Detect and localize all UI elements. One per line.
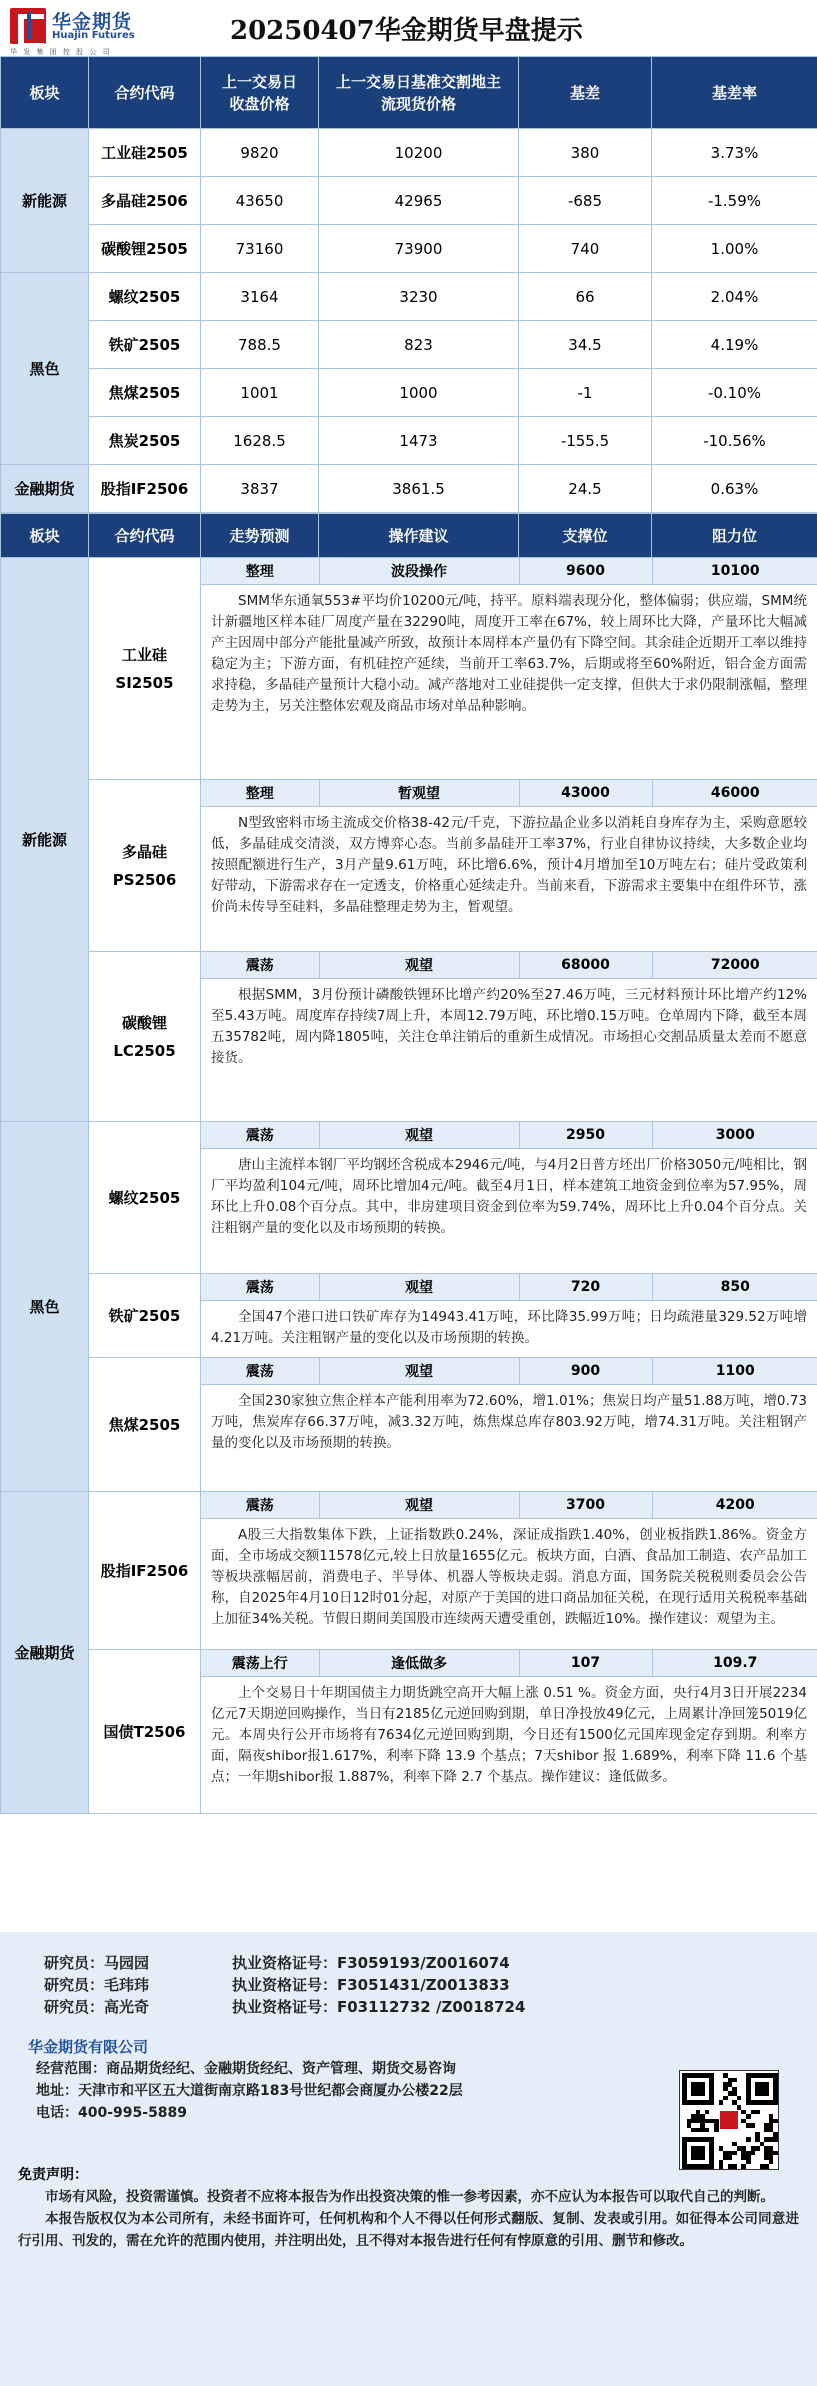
support-level: 9600 bbox=[519, 558, 652, 584]
trend-forecast: 整理 bbox=[201, 780, 319, 806]
support-level: 900 bbox=[519, 1358, 652, 1384]
contract-code-line1: 国债T2506 bbox=[103, 1722, 186, 1741]
market-commentary: 全国230家独立焦企样本产能利用率为72.60%，增1.01%；焦炭日均产量51.88万吨，增0.73万吨，焦炭库存66.37万吨，减3.32万吨，炼焦煤总库存803.92万吨，增74.31万吨。关注粗钢产量的变化以及市场预期的转换。 bbox=[211, 1392, 807, 1451]
contract-code bbox=[89, 558, 201, 780]
researcher-row bbox=[0, 1996, 817, 2018]
spot-price: 3230 bbox=[319, 273, 519, 321]
basis-rate: 2.04% bbox=[652, 273, 817, 321]
basis-rate: -0.10% bbox=[652, 369, 817, 417]
sector-label: 新能源 bbox=[1, 129, 89, 273]
sector-label: 黑色 bbox=[1, 273, 89, 465]
spot-price: 823 bbox=[319, 321, 519, 369]
logo-subtitle: 华 发 集 团 控 股 公 司 bbox=[10, 48, 112, 56]
resistance-level: 4200 bbox=[652, 1492, 817, 1518]
analysis-cell bbox=[201, 1650, 817, 1814]
basis-rate: 4.19% bbox=[652, 321, 817, 369]
resistance-level: 850 bbox=[652, 1274, 817, 1300]
market-commentary: SMM华东通氧553#平均价10200元/吨，持平。原料端表现分化，整体偏弱；供应端，SMM统计新疆地区样本硅厂周度产量在32290吨，周度开工率在67%，较上周环比大降，产量环比大幅减产主因周中部分产能批量减产所致，故预计本周样本产量仍有下降空间。其余硅企近期开工率以维持稳定为主；下游方面，有机硅控产延续，当前开工率63.7%，后期或将至60%附近，铝合金方面需求持稳，多晶硅产量预计大稳小动。减产落地对工业硅提供一定支撑，但供大于求仍限制涨幅，整理走势为主，另关注整体宏观及商品市场对单品种影响。 bbox=[211, 592, 807, 714]
researcher-row bbox=[0, 1952, 817, 1974]
basis-value: -155.5 bbox=[519, 417, 652, 465]
spot-price: 42965 bbox=[319, 177, 519, 225]
analysis-table bbox=[0, 513, 817, 1814]
company-address: 地址：天津市和平区五大道街南京路183号世纪都会商厦办公楼22层 bbox=[36, 2083, 463, 2099]
market-commentary: 根据SMM，3月份预计磷酸铁锂环比增产约20%至27.46万吨，三元材料预计环比增产约12%至5.43万吨。周度库存持续7周上升，本周12.79万吨，环比增0.15万吨。仓单周内下降，截至本周五35782吨，周内降1805吨，关注仓单注销后的重新生成情况。市场担心交割品质量太差而不愿意接货。 bbox=[211, 986, 807, 1066]
resistance-level: 72000 bbox=[652, 952, 817, 978]
header-sector: 板块 bbox=[1, 57, 89, 129]
signal-row bbox=[201, 780, 817, 807]
contract-code-line1: 多晶硅 bbox=[121, 842, 167, 861]
analysis-table-header bbox=[1, 514, 817, 558]
market-commentary: 全国47个港口进口铁矿库存为14943.41万吨，环比降35.99万吨；日均疏港量329.52万吨增4.21万吨。关注粗钢产量的变化以及市场预期的转换。 bbox=[211, 1308, 807, 1346]
contract-code-line1: 股指IF2506 bbox=[100, 1561, 189, 1580]
analysis-cell bbox=[201, 1358, 817, 1492]
basis-value: 380 bbox=[519, 129, 652, 177]
analysis-cell bbox=[201, 952, 817, 1122]
basis-value: 24.5 bbox=[519, 465, 652, 513]
contract-code bbox=[89, 1274, 201, 1358]
researcher-cert: 执业资格证号：F03112732 /Z0018724 bbox=[232, 1998, 526, 2016]
disclaimer-title: 免责声明： bbox=[18, 2167, 88, 2183]
contract-code-line1: 焦煤2505 bbox=[108, 1415, 181, 1434]
contract-code: 多晶硅2506 bbox=[89, 177, 201, 225]
business-scope: 经营范围：商品期货经纪、金融期货经纪、资产管理、期货交易咨询 bbox=[36, 2061, 456, 2077]
basis-row bbox=[1, 129, 817, 177]
contract-code-line1: 工业硅 bbox=[121, 645, 167, 664]
basis-row bbox=[1, 465, 817, 513]
trend-forecast: 震荡 bbox=[201, 1358, 319, 1384]
basis-row bbox=[1, 369, 817, 417]
basis-rate: 0.63% bbox=[652, 465, 817, 513]
resistance-level: 3000 bbox=[652, 1122, 817, 1148]
sector-label: 金融期货 bbox=[1, 465, 89, 513]
support-level: 720 bbox=[519, 1274, 652, 1300]
basis-row bbox=[1, 417, 817, 465]
spot-price: 1000 bbox=[319, 369, 519, 417]
page-title: 20250407华金期货早盘提示 bbox=[230, 16, 583, 46]
operation-advice: 观望 bbox=[319, 1358, 519, 1384]
signal-row bbox=[201, 1274, 817, 1301]
operation-advice: 观望 bbox=[319, 1492, 519, 1518]
trend-forecast: 震荡 bbox=[201, 1122, 319, 1148]
analysis-row bbox=[1, 1274, 817, 1358]
contract-code: 工业硅2505 bbox=[89, 129, 201, 177]
resistance-level: 10100 bbox=[652, 558, 817, 584]
copyright-text: 本报告版权仅为本公司所有，未经书面许可，任何机构和个人不得以任何形式翻版、复制、发表或引用。如征得本公司同意进行引用、刊发的，需在允许的范围内使用，并注明出处，且不得对本报告进行任何有悖原意的引用、删节和修改。 bbox=[18, 2211, 799, 2249]
support-level: 43000 bbox=[519, 780, 652, 806]
basis-value: 66 bbox=[519, 273, 652, 321]
spot-price: 1473 bbox=[319, 417, 519, 465]
support-level: 68000 bbox=[519, 952, 652, 978]
market-commentary: 唐山主流样本钢厂平均钢坯含税成本2946元/吨，与4月2日普方坯出厂价格3050元/吨相比，钢厂平均盈利104元/吨，周环比增加4元/吨。截至4月1日，样本建筑工地资金到位率为57.95%，周环比上升0.08个百分点。其中，非房建项目资金到位率为59.74%，周环比上升0.04个百分点。关注粗钢产量的变化以及市场预期的转换。 bbox=[211, 1156, 807, 1236]
close-price: 1001 bbox=[201, 369, 319, 417]
close-price: 3837 bbox=[201, 465, 319, 513]
disclaimer-text: 市场有风险，投资需谨慎。投资者不应将本报告为作出投资决策的惟一参考因素，亦不应认为本报告可以取代自己的判断。 bbox=[45, 2189, 774, 2205]
basis-table bbox=[0, 56, 817, 513]
close-price: 73160 bbox=[201, 225, 319, 273]
header-basis-rate: 基差率 bbox=[652, 57, 817, 129]
analysis-row bbox=[1, 1492, 817, 1650]
header-code: 合约代码 bbox=[89, 57, 201, 129]
contract-code bbox=[89, 952, 201, 1122]
signal-row bbox=[201, 1492, 817, 1519]
contract-code-line2: SI2505 bbox=[115, 673, 174, 692]
market-commentary: 上个交易日十年期国债主力期货跳空高开大幅上涨 0.51 %。资金方面，央行4月3日开展2234亿元7天期逆回购操作，当日有2185亿元逆回购到期，单日净投放49亿元，上周累计净回笼5019亿元。本周央行公开市场将有7634亿元逆回购到期，今日还有1500亿元国库现金定存到期。利率方面，隔夜shibor报1.617%，利率下降 13.9 个基点；7天shibor 报 1.689%，利率下降 11.6 个基点；一年期shibor报 1.887%，利率下降 2.7 个基点。操作建议：逢低做多。 bbox=[211, 1684, 807, 1785]
trend-forecast: 震荡上行 bbox=[201, 1650, 319, 1676]
basis-rate: 3.73% bbox=[652, 129, 817, 177]
market-commentary: N型致密料市场主流成交价格38-42元/千克，下游拉晶企业多以消耗自身库存为主，采购意愿较低，多晶硅成交清淡，双方博弈心态。当前多晶硅开工率37%，行业自律协议持续，大多数企业均按照配额进行生产，3月产量9.61万吨，环比增6.6%，预计4月增加至10万吨左右；硅片受政策利好带动，下游需求存在一定透支，价格重心延续走升。当前来看，下游需求主要集中在组件环节，涨价尚未传导至硅料，多晶硅整理走势为主，暂观望。 bbox=[211, 814, 807, 915]
header-code: 合约代码 bbox=[89, 514, 201, 558]
signal-row bbox=[201, 1358, 817, 1385]
basis-rate: 1.00% bbox=[652, 225, 817, 273]
resistance-level: 109.7 bbox=[652, 1650, 817, 1676]
basis-row bbox=[1, 177, 817, 225]
header-spot: 上一交易日基准交割地主 流现货价格 bbox=[319, 57, 519, 129]
operation-advice: 观望 bbox=[319, 1274, 519, 1300]
close-price: 43650 bbox=[201, 177, 319, 225]
trend-forecast: 震荡 bbox=[201, 1492, 319, 1518]
contract-code bbox=[89, 780, 201, 952]
analysis-row bbox=[1, 780, 817, 952]
operation-advice: 观望 bbox=[319, 952, 519, 978]
logo-name-cn: 华金期货 bbox=[52, 11, 133, 33]
trend-forecast: 震荡 bbox=[201, 1274, 319, 1300]
header-trend: 走势预测 bbox=[201, 514, 319, 558]
contract-code bbox=[89, 1358, 201, 1492]
qr-code-icon bbox=[679, 2070, 779, 2170]
contract-code-line2: LC2505 bbox=[113, 1041, 176, 1060]
operation-advice: 暂观望 bbox=[319, 780, 519, 806]
trend-forecast: 整理 bbox=[201, 558, 319, 584]
resistance-level: 46000 bbox=[652, 780, 817, 806]
sector-label: 新能源 bbox=[1, 558, 89, 1122]
basis-row bbox=[1, 321, 817, 369]
header-support: 支撑位 bbox=[519, 514, 652, 558]
header-sector: 板块 bbox=[1, 514, 89, 558]
researcher-list bbox=[0, 1952, 817, 2032]
close-price: 1628.5 bbox=[201, 417, 319, 465]
company-logo bbox=[6, 4, 176, 56]
company-name: 华金期货有限公司 bbox=[28, 2038, 149, 2056]
signal-row bbox=[201, 558, 817, 585]
analysis-cell bbox=[201, 780, 817, 952]
researcher-name: 研究员：高光奇 bbox=[44, 1998, 150, 2016]
contract-code bbox=[89, 1492, 201, 1650]
close-price: 788.5 bbox=[201, 321, 319, 369]
basis-value: -1 bbox=[519, 369, 652, 417]
spot-price: 10200 bbox=[319, 129, 519, 177]
contract-code: 焦煤2505 bbox=[89, 369, 201, 417]
support-level: 3700 bbox=[519, 1492, 652, 1518]
operation-advice: 逢低做多 bbox=[319, 1650, 519, 1676]
contract-code-line1: 碳酸锂 bbox=[121, 1013, 167, 1032]
analysis-cell bbox=[201, 558, 817, 780]
operation-advice: 波段操作 bbox=[319, 558, 519, 584]
signal-row bbox=[201, 1122, 817, 1149]
close-price: 3164 bbox=[201, 273, 319, 321]
contract-code-line1: 铁矿2505 bbox=[108, 1306, 181, 1325]
basis-rate: -10.56% bbox=[652, 417, 817, 465]
analysis-row bbox=[1, 952, 817, 1122]
operation-advice: 观望 bbox=[319, 1122, 519, 1148]
company-phone: 电话：400-995-5889 bbox=[36, 2105, 188, 2121]
report-header bbox=[0, 0, 817, 56]
basis-rate: -1.59% bbox=[652, 177, 817, 225]
support-level: 2950 bbox=[519, 1122, 652, 1148]
contract-code: 螺纹2505 bbox=[89, 273, 201, 321]
contract-code: 焦炭2505 bbox=[89, 417, 201, 465]
contract-code-line2: PS2506 bbox=[112, 870, 177, 889]
researcher-cert: 执业资格证号：F3059193/Z0016074 bbox=[232, 1954, 510, 1972]
analysis-cell bbox=[201, 1122, 817, 1274]
sector-label: 黑色 bbox=[1, 1122, 89, 1492]
header-advice: 操作建议 bbox=[319, 514, 519, 558]
contract-code bbox=[89, 1122, 201, 1274]
basis-value: 740 bbox=[519, 225, 652, 273]
analysis-row bbox=[1, 1650, 817, 1814]
analysis-cell bbox=[201, 1274, 817, 1358]
basis-value: 34.5 bbox=[519, 321, 652, 369]
header-resistance: 阻力位 bbox=[652, 514, 817, 558]
spot-price: 3861.5 bbox=[319, 465, 519, 513]
market-commentary: A股三大指数集体下跌，上证指数跌0.24%，深证成指跌1.40%，创业板指跌1.86%。资金方面，全市场成交额11578亿元,较上日放量1655亿元。板块方面，白酒、食品加工制造、农产品加工等板块涨幅居前，消费电子、半导体、机器人等板块走弱。消息方面，国务院关税税则委员会公告称，自2025年4月10日12时01分起，对原产于美国的进口商品加征关税，在现行适用关税税率基础上加征34%关税。节假日期间美国股市连续两天遭受重创，跌幅近10%。操作建议：观望为主。 bbox=[211, 1526, 807, 1627]
basis-row bbox=[1, 225, 817, 273]
report-footer bbox=[0, 1932, 817, 2386]
support-level: 107 bbox=[519, 1650, 652, 1676]
contract-code-line1: 螺纹2505 bbox=[108, 1188, 181, 1207]
contract-code: 股指IF2506 bbox=[89, 465, 201, 513]
spot-price: 73900 bbox=[319, 225, 519, 273]
signal-row bbox=[201, 952, 817, 979]
header-basis: 基差 bbox=[519, 57, 652, 129]
contract-code bbox=[89, 1650, 201, 1814]
logo-name-en: Huajin Futures bbox=[52, 30, 135, 41]
sector-label: 金融期货 bbox=[1, 1492, 89, 1814]
basis-value: -685 bbox=[519, 177, 652, 225]
researcher-cert: 执业资格证号：F3051431/Z0013833 bbox=[232, 1976, 510, 1994]
close-price: 9820 bbox=[201, 129, 319, 177]
researcher-name: 研究员：马园园 bbox=[44, 1954, 150, 1972]
analysis-row bbox=[1, 1122, 817, 1274]
header-close: 上一交易日 收盘价格 bbox=[201, 57, 319, 129]
basis-table-header bbox=[1, 57, 817, 129]
contract-code: 碳酸锂2505 bbox=[89, 225, 201, 273]
researcher-row bbox=[0, 1974, 817, 1996]
trend-forecast: 震荡 bbox=[201, 952, 319, 978]
analysis-cell bbox=[201, 1492, 817, 1650]
researcher-name: 研究员：毛玮玮 bbox=[44, 1976, 150, 1994]
basis-row bbox=[1, 273, 817, 321]
logo-mark-icon bbox=[10, 8, 46, 44]
resistance-level: 1100 bbox=[652, 1358, 817, 1384]
contract-code: 铁矿2505 bbox=[89, 321, 201, 369]
signal-row bbox=[201, 1650, 817, 1677]
analysis-row bbox=[1, 558, 817, 780]
analysis-row bbox=[1, 1358, 817, 1492]
